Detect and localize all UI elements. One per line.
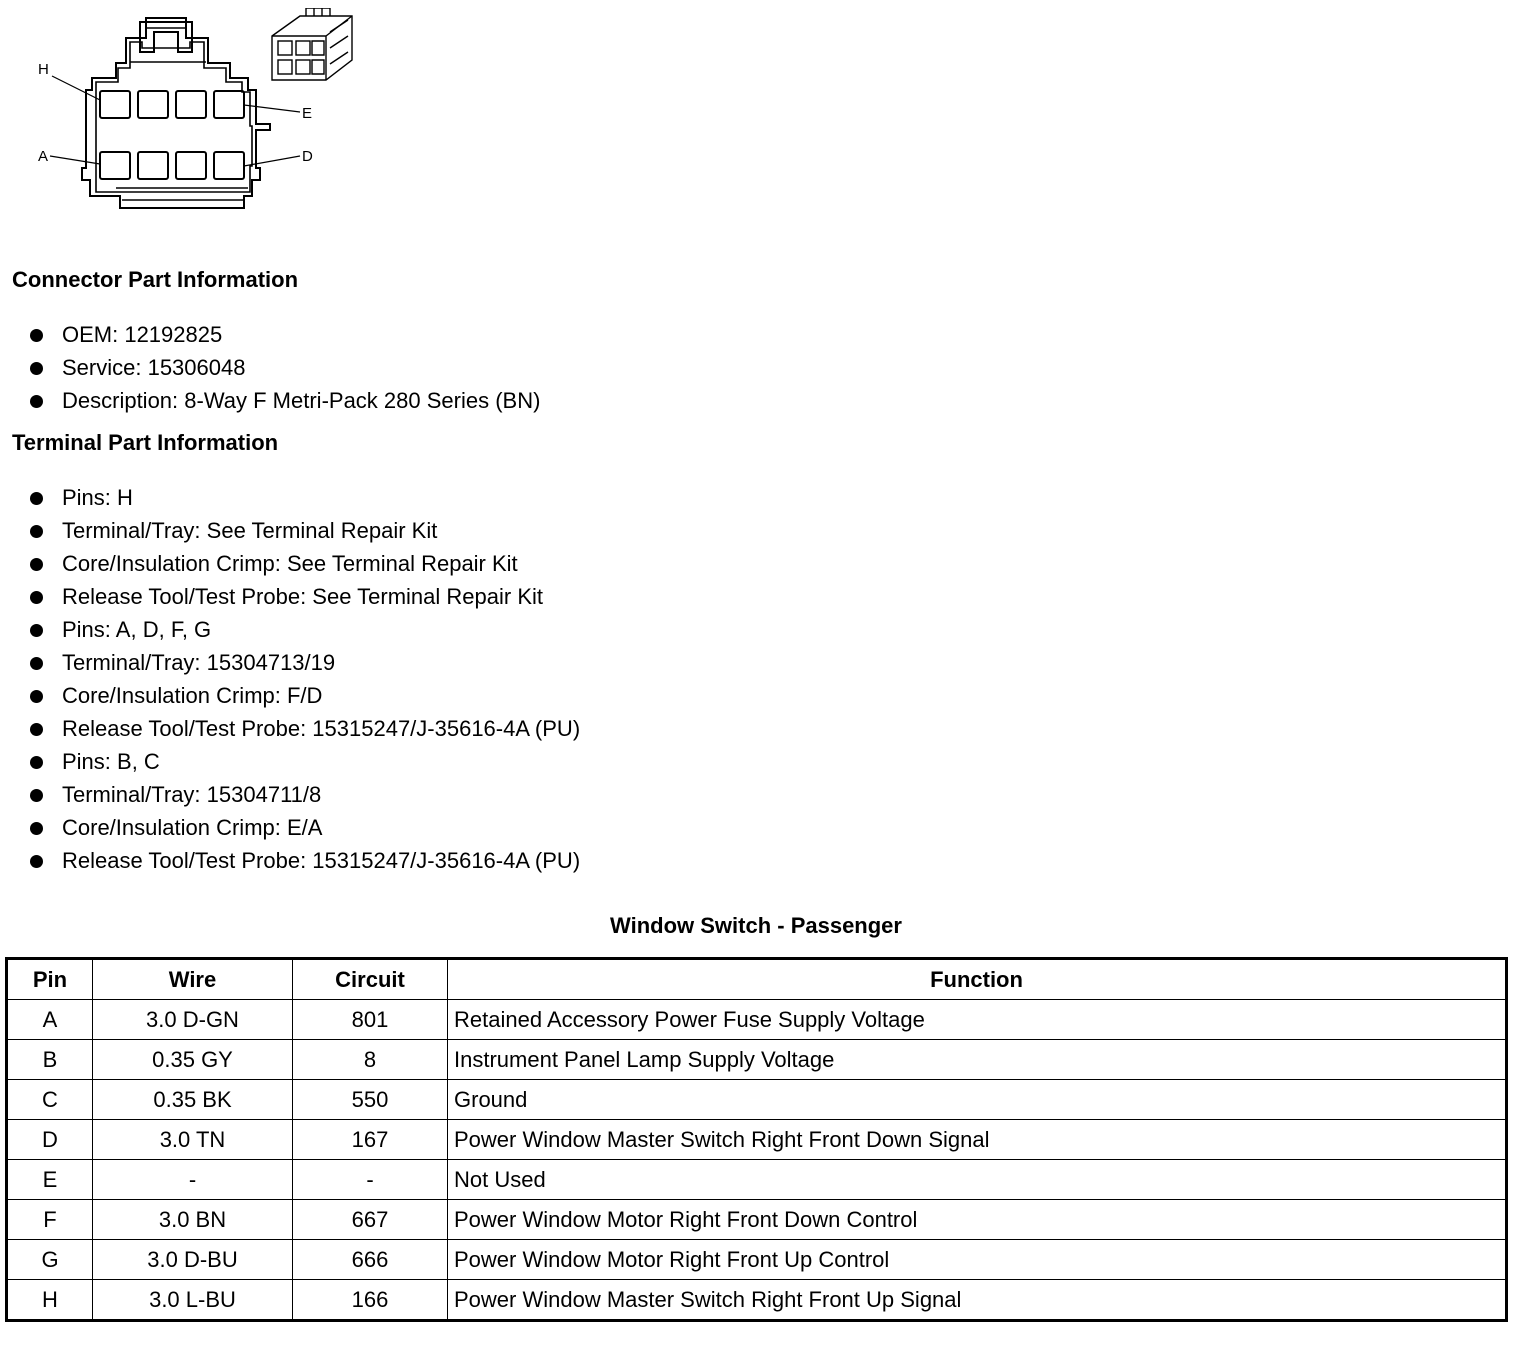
cell-circuit: 801	[293, 1000, 448, 1040]
terminal-info-list	[28, 485, 580, 881]
cell-wire: 3.0 D-BU	[93, 1240, 293, 1280]
connector-isometric-icon	[272, 8, 352, 80]
cell-pin: C	[7, 1080, 93, 1120]
cell-pin: H	[7, 1280, 93, 1321]
cell-pin: A	[7, 1000, 93, 1040]
column-header-pin: Pin	[7, 959, 93, 1000]
cell-function: Instrument Panel Lamp Supply Voltage	[448, 1040, 1507, 1080]
list-item: Core/Insulation Crimp: See Terminal Repair Kit	[28, 551, 580, 584]
cell-pin: D	[7, 1120, 93, 1160]
table-row	[7, 1280, 1507, 1321]
list-item: Terminal/Tray: 15304711/8	[28, 782, 580, 815]
cell-wire: 3.0 TN	[93, 1120, 293, 1160]
cell-pin: E	[7, 1160, 93, 1200]
cavity-row-top	[100, 91, 244, 118]
cell-function: Not Used	[448, 1160, 1507, 1200]
pin-table	[5, 957, 1508, 1322]
list-item: Core/Insulation Crimp: E/A	[28, 815, 580, 848]
pin-label-a: A	[38, 148, 49, 165]
cell-pin: G	[7, 1240, 93, 1280]
cell-function: Retained Accessory Power Fuse Supply Voltage	[448, 1000, 1507, 1040]
column-header-circuit: Circuit	[293, 959, 448, 1000]
cell-wire: 0.35 GY	[93, 1040, 293, 1080]
cell-circuit: 166	[293, 1280, 448, 1321]
list-item: Core/Insulation Crimp: F/D	[28, 683, 580, 716]
table-row	[7, 1120, 1507, 1160]
list-item: Pins: A, D, F, G	[28, 617, 580, 650]
list-item: Service: 15306048	[28, 355, 540, 388]
cell-circuit: 667	[293, 1200, 448, 1240]
connector-info-heading: Connector Part Information	[12, 267, 299, 292]
connector-diagram	[30, 8, 370, 218]
table-row	[7, 1240, 1507, 1280]
cell-circuit: 550	[293, 1080, 448, 1120]
table-row	[7, 1080, 1507, 1120]
leader-line-e	[244, 105, 300, 112]
list-item: Pins: B, C	[28, 749, 580, 782]
list-item: Release Tool/Test Probe: 15315247/J-35616-4A (PU)	[28, 848, 580, 881]
terminal-info-heading: Terminal Part Information	[12, 430, 279, 455]
cell-pin: B	[7, 1040, 93, 1080]
list-item: Release Tool/Test Probe: 15315247/J-35616-4A (PU)	[28, 716, 580, 749]
cell-function: Power Window Motor Right Front Up Control	[448, 1240, 1507, 1280]
cavity-row-bottom	[100, 152, 244, 179]
list-item: Terminal/Tray: 15304713/19	[28, 650, 580, 683]
cell-wire: 3.0 BN	[93, 1200, 293, 1240]
table-row	[7, 1000, 1507, 1040]
cell-function: Power Window Motor Right Front Down Control	[448, 1200, 1507, 1240]
cell-wire: 3.0 D-GN	[93, 1000, 293, 1040]
cell-circuit: 167	[293, 1120, 448, 1160]
table-row	[7, 1040, 1507, 1080]
list-item: Release Tool/Test Probe: See Terminal Repair Kit	[28, 584, 580, 617]
cell-pin: F	[7, 1200, 93, 1240]
cell-function: Power Window Master Switch Right Front Up Signal	[448, 1280, 1507, 1321]
column-header-function: Function	[448, 959, 1507, 1000]
table-row	[7, 1200, 1507, 1240]
cell-circuit: -	[293, 1160, 448, 1200]
list-item: Description: 8-Way F Metri-Pack 280 Series (BN)	[28, 388, 540, 421]
pin-label-e: E	[302, 105, 313, 122]
list-item: Pins: H	[28, 485, 580, 518]
pin-label-h: H	[38, 61, 49, 78]
pin-label-d: D	[302, 148, 313, 165]
cell-circuit: 8	[293, 1040, 448, 1080]
connector-info-list	[28, 322, 540, 421]
leader-line-a	[50, 156, 100, 164]
table-title: Window Switch - Passenger	[610, 913, 902, 938]
list-item: Terminal/Tray: See Terminal Repair Kit	[28, 518, 580, 551]
cell-function: Power Window Master Switch Right Front Down Signal	[448, 1120, 1507, 1160]
cell-wire: 0.35 BK	[93, 1080, 293, 1120]
table-row	[7, 1160, 1507, 1200]
column-header-wire: Wire	[93, 959, 293, 1000]
table-header-row	[7, 959, 1507, 1000]
cell-function: Ground	[448, 1080, 1507, 1120]
cell-wire: 3.0 L-BU	[93, 1280, 293, 1321]
cell-circuit: 666	[293, 1240, 448, 1280]
cell-wire: -	[93, 1160, 293, 1200]
list-item: OEM: 12192825	[28, 322, 540, 355]
